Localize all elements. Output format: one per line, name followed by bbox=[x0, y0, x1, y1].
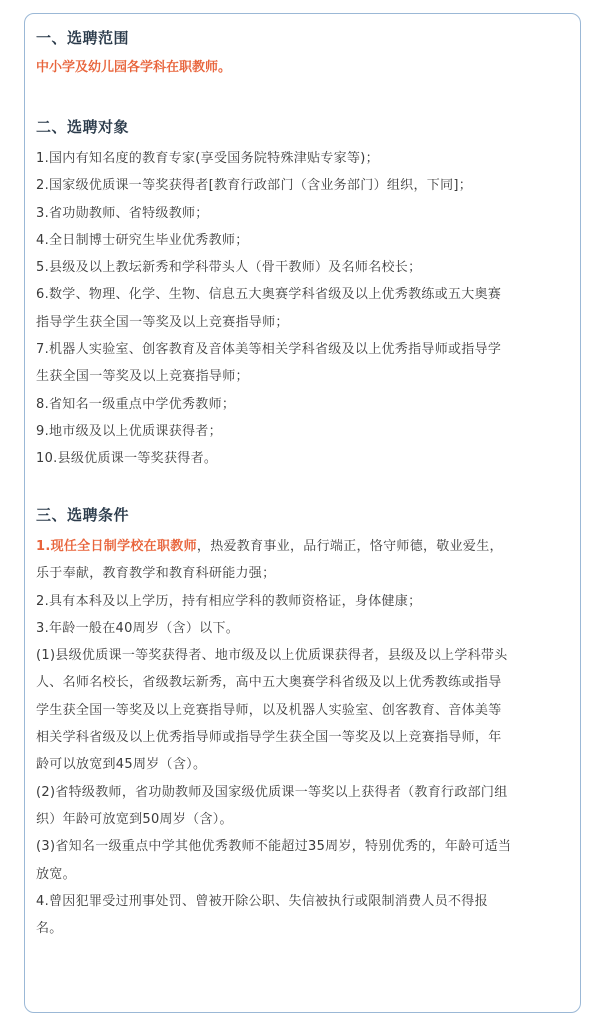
list-item: 放宽。 bbox=[36, 866, 76, 882]
list-item: 4.全日制博士研究生毕业优秀教师； bbox=[36, 232, 249, 248]
list-item: (1)县级优质课一等奖获得者、地市级及以上优质课获得者，县级及以上学科带头 bbox=[36, 648, 508, 664]
section-scope-highlight: 中小学及幼儿园各学科在职教师。 bbox=[36, 60, 232, 75]
list-item: 3.年龄一般在40周岁（含）以下。 bbox=[36, 620, 240, 636]
list-item: 生获全国一等奖及以上竞赛指导师； bbox=[36, 369, 249, 385]
section-targets bbox=[36, 117, 576, 473]
list-item: 5.县级及以上教坛新秀和学科带头人（骨干教师）及名师名校长； bbox=[36, 260, 422, 276]
list-item: 指导学生获全国一等奖及以上竞赛指导师； bbox=[36, 314, 289, 330]
list-item: 8.省知名一级重点中学优秀教师； bbox=[36, 396, 236, 412]
targets-list bbox=[36, 145, 576, 473]
list-item: 6.数学、物理、化学、生物、信息五大奥赛学科省级及以上优秀教练或五大奥赛 bbox=[36, 287, 502, 303]
list-item: 1.国内有知名度的教育专家(享受国务院特殊津贴专家等)； bbox=[36, 151, 379, 166]
list-item: 学生获全国一等奖及以上竞赛指导师，以及机器人实验室、创客教育、音体美等 bbox=[36, 702, 502, 718]
item-highlight: 1.现任全日制学校在职教师 bbox=[36, 539, 197, 554]
list-item: 相关学科省级及以上优秀指导师或指导学生获全国一等奖及以上竞赛指导师，年 bbox=[36, 730, 502, 746]
list-item: 龄可以放宽到45周岁（含）。 bbox=[36, 757, 207, 773]
section-conditions-heading: 三、选聘条件 bbox=[36, 506, 130, 524]
list-item: (3)省知名一级重点中学其他优秀教师不能超过35周岁，特别优秀的，年龄可适当 bbox=[36, 839, 512, 855]
list-item: 2.具有本科及以上学历，持有相应学科的教师资格证，身体健康； bbox=[36, 593, 422, 609]
item-text: ，热爱教育事业，品行端正，恪守师德，敬业爱生， bbox=[196, 539, 503, 554]
list-item: 4.曾因犯罪受过刑事处罚、曾被开除公职、失信被执行或限制消费人员不得报 bbox=[36, 893, 488, 909]
list-item: (2)省特级教师，省功勋教师及国家级优质课一等奖以上获得者（教育行政部门组 bbox=[36, 784, 508, 800]
list-item: 名。 bbox=[36, 921, 63, 937]
section-targets-heading: 二、选聘对象 bbox=[36, 118, 130, 136]
section-scope-heading: 一、选聘范围 bbox=[36, 29, 130, 47]
list-item bbox=[36, 533, 576, 560]
conditions-list bbox=[36, 533, 576, 942]
list-item: 人、名师名校长，省级教坛新秀，高中五大奥赛学科省级及以上优秀教练或指导 bbox=[36, 675, 502, 691]
section-scope bbox=[36, 28, 576, 79]
list-item: 3.省功勋教师、省特级教师； bbox=[36, 205, 209, 221]
section-conditions bbox=[36, 505, 576, 942]
list-item: 7.机器人实验室、创客教育及音体美等相关学科省级及以上优秀指导师或指导学 bbox=[36, 342, 502, 358]
list-item: 2.国家级优质课一等奖获得者[教育行政部门（含业务部门）组织，下同]； bbox=[36, 178, 473, 194]
list-item: 乐于奉献，教育教学和教育科研能力强； bbox=[36, 566, 276, 582]
list-item: 9.地市级及以上优质课获得者； bbox=[36, 423, 222, 439]
list-item: 10.县级优质课一等奖获得者。 bbox=[36, 451, 218, 467]
list-item: 织）年龄可放宽到50周岁（含）。 bbox=[36, 811, 233, 827]
